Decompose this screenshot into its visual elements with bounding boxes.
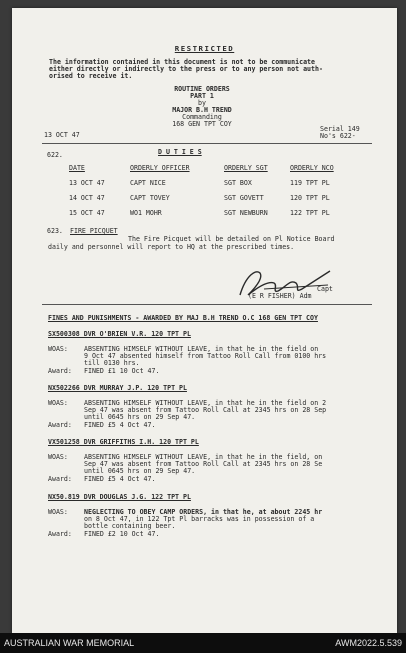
- order-date: 13 OCT 47: [44, 131, 80, 139]
- picquet-line-2: daily and personnel will report to HQ at the prescribed times.: [48, 243, 295, 251]
- duties-title: D U T I E S: [158, 148, 202, 156]
- case-3-line-2: Sep 47 was absent from Tattoo Roll Call at 2345 hrs on 28 Se: [84, 460, 323, 468]
- picquet-line-1: The Fire Picquet will be detailed on Pl Notice Board: [128, 235, 335, 243]
- case-2-header: NX502266 DVR MURRAY J.P. 120 TPT PL: [48, 384, 187, 392]
- signature-name: (E R FISHER) Adm: [248, 292, 312, 300]
- case-4-line-2: on 8 Oct 47, in 122 Tpt Pl barracks was in possession of a: [84, 515, 315, 523]
- duties-header-officer: ORDERLY OFFICER: [130, 164, 190, 172]
- footer-accession-number: AWM2022.5.539: [335, 638, 402, 648]
- duty-row-1-nco: 119 TPT PL: [290, 179, 330, 187]
- document-page: [12, 8, 397, 633]
- heading-line-3: by: [198, 99, 206, 107]
- notice-line-2: either directly or indirectly to the press or to any person not auth-: [49, 65, 323, 73]
- case-2-award-label: Award:: [48, 421, 72, 429]
- duty-row-3-sgt: SGT NEWBURN: [224, 209, 268, 217]
- case-4-label: WOAS:: [48, 508, 68, 516]
- footer-bar: [0, 633, 406, 653]
- footer-institution: AUSTRALIAN WAR MEMORIAL: [4, 638, 135, 648]
- duty-row-3-officer: WO1 MOHR: [130, 209, 162, 217]
- case-2-label: WOAS:: [48, 399, 68, 407]
- case-1-header: SX500308 DVR O'BRIEN V.R. 120 TPT PL: [48, 330, 191, 338]
- case-2-award: FINED £5 4 Oct 47.: [84, 421, 156, 429]
- case-2-line-3: until 0645 hrs on 29 Sep 47.: [84, 413, 196, 421]
- duty-row-2-officer: CAPT TOVEY: [130, 194, 170, 202]
- case-1-line-2: 9 Oct 47 absented himself from Tattoo Roll Call from 0100 hrs: [84, 352, 327, 360]
- duties-header-sgt: ORDERLY SGT: [224, 164, 268, 172]
- case-3-line-3: until 0645 hrs on 29 Sep 47.: [84, 467, 196, 475]
- case-1-line-1: ABSENTING HIMSELF WITHOUT LEAVE, in that he in the field on: [84, 345, 319, 353]
- heading-line-5: Commanding: [182, 113, 222, 121]
- order-numbers: No's 622-: [320, 132, 356, 140]
- duties-number: 622.: [47, 151, 63, 159]
- divider-bottom: [42, 304, 372, 305]
- case-4-award: FINED £2 10 Oct 47.: [84, 530, 160, 538]
- classification: RESTRICTED: [174, 44, 235, 53]
- case-4-line-3: bottle containing beer.: [84, 522, 176, 530]
- fines-title: FINES AND PUNISHMENTS - AWARDED BY MAJ B.H TREND O.C 168 GEN TPT COY: [48, 314, 318, 322]
- signature-rank: Capt: [317, 285, 333, 293]
- notice-line-3: orised to receive it.: [49, 72, 133, 80]
- case-4-header: NX50.819 DVR DOUGLAS J.G. 122 TPT PL: [48, 493, 191, 501]
- case-3-label: WOAS:: [48, 453, 68, 461]
- case-3-header: VX501258 DVR GRIFFITHS I.H. 120 TPT PL: [48, 438, 199, 446]
- duty-row-2-nco: 120 TPT PL: [290, 194, 330, 202]
- case-1-award: FINED £1 10 Oct 47.: [84, 367, 160, 375]
- duty-row-3-nco: 122 TPT PL: [290, 209, 330, 217]
- heading-line-4: MAJOR B.H TREND: [172, 106, 232, 114]
- duty-row-1-date: 13 OCT 47: [69, 179, 105, 187]
- serial-number: Serial 149: [320, 125, 360, 133]
- heading-line-1: ROUTINE ORDERS: [174, 85, 230, 93]
- duties-header-date: DATE: [69, 164, 85, 172]
- heading-line-6: 168 GEN TPT COY: [172, 120, 232, 128]
- duty-row-1-officer: CAPT NICE: [130, 179, 166, 187]
- duty-row-2-date: 14 OCT 47: [69, 194, 105, 202]
- case-1-line-3: till 0130 hrs.: [84, 359, 140, 367]
- case-1-award-label: Award:: [48, 367, 72, 375]
- case-3-award-label: Award:: [48, 475, 72, 483]
- picquet-number: 623.: [47, 227, 63, 235]
- duty-row-1-sgt: SGT BOX: [224, 179, 252, 187]
- case-3-line-1: ABSENTING HIMSELF WITHOUT LEAVE, in that he in the field, on: [84, 453, 323, 461]
- case-1-label: WOAS:: [48, 345, 68, 353]
- case-2-line-2: Sep 47 was absent from Tattoo Roll Call at 2345 hrs on 28 Sep: [84, 406, 327, 414]
- heading-line-2: PART 1: [190, 92, 214, 100]
- notice-line-1: The information contained in this document is not to be communicate: [49, 58, 315, 66]
- case-4-award-label: Award:: [48, 530, 72, 538]
- duty-row-2-sgt: SGT GOVETT: [224, 194, 264, 202]
- duties-header-nco: ORDERLY NCO: [290, 164, 334, 172]
- picquet-title: FIRE PICQUET: [70, 227, 118, 235]
- case-4-line-1: NEGLECTING TO OBEY CAMP ORDERS, in that he, at about 2245 hr: [84, 508, 323, 516]
- case-3-award: FINED £5 4 Oct 47.: [84, 475, 156, 483]
- case-2-line-1: ABSENTING HIMSELF WITHOUT LEAVE, in that he in the field on 2: [84, 399, 327, 407]
- duty-row-3-date: 15 OCT 47: [69, 209, 105, 217]
- divider-top: [42, 143, 372, 144]
